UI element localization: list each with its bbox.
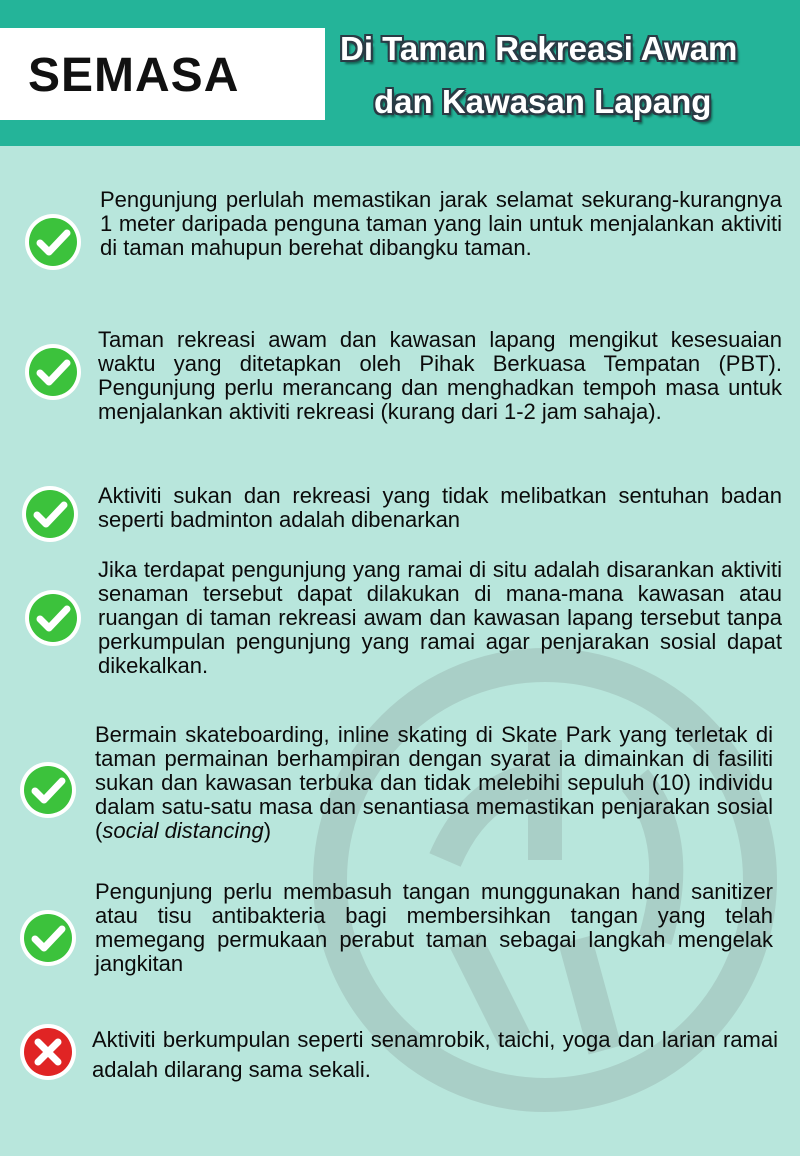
list-item-text: Aktiviti berkumpulan seperti senamrobik, taichi, yoga dan larian ramai adalah dilarang sama sekali. [92,1027,778,1082]
list-item-1 [100,188,782,260]
list-item-6 [95,880,773,976]
list-item-text: Jika terdapat pengunjung yang ramai di situ adalah disarankan aktiviti senaman tersebut dapat dilakukan di mana-mana kawasan atau ruangan di taman rekreasi awam dan kawasan lapang tersebut tanpa perkumpulan pengunjung yang ramai agar penjarakan sosial dapat dikekalkan. [98,557,782,678]
check-icon [18,760,78,820]
social-distancing-term: social distancing [102,818,264,843]
list-item-text: Pengunjung perlulah memastikan jarak selamat sekurang-kurangnya 1 meter daripada penguna taman yang lain untuk menjalankan aktiviti di taman mahupun berehat dibangku taman. [100,187,782,260]
cross-icon [18,1022,78,1082]
header-bar [0,0,800,146]
list-item-text: Aktiviti sukan dan rekreasi yang tidak melibatkan sentuhan badan seperti badminton adalah dibenarkan [98,483,782,532]
list-item-text-main: Bermain skateboarding, inline skating di Skate Park yang terletak di taman permainan berhampiran dengan syarat ia dimainkan di fasiliti sukan dan kawasan terbuka dan tidak melebihi sepuluh (10) individu dalam satu-satu masa dan senantiasa memastikan penjarakan sosial ( [95,722,773,843]
list-item-text [95,723,773,843]
check-icon [20,484,80,544]
check-icon [23,588,83,648]
list-item-3 [98,484,782,532]
list-item-text: Pengunjung perlu membasuh tangan munggunakan hand sanitizer atau tisu antibakteria bagi membersihkan tangan yang telah memegang permukaan perabut taman sebagai langkah mengelak jangkitan [95,879,773,976]
check-icon [18,908,78,968]
check-icon [23,212,83,272]
list-item-text: Taman rekreasi awam dan kawasan lapang mengikut kesesuaian waktu yang ditetapkan oleh Pihak Berkuasa Tempatan (PBT). Pengunjung perlu merancang dan menghadkan tempoh masa untuk menjalankan aktiviti rekreasi (kurang dari 1-2 jam sahaja). [98,327,782,424]
list-item-2 [98,328,782,424]
check-icon [23,342,83,402]
semasa-label: SEMASA [28,49,240,102]
list-item-4 [98,558,782,678]
list-item-text-close: ) [263,818,272,843]
list-item-7 [92,1025,778,1085]
list-item-5 [95,723,773,843]
page-title-line1: Di Taman Rekreasi Awam [340,30,738,67]
page-title-line2: dan Kawasan Lapang [374,83,712,120]
